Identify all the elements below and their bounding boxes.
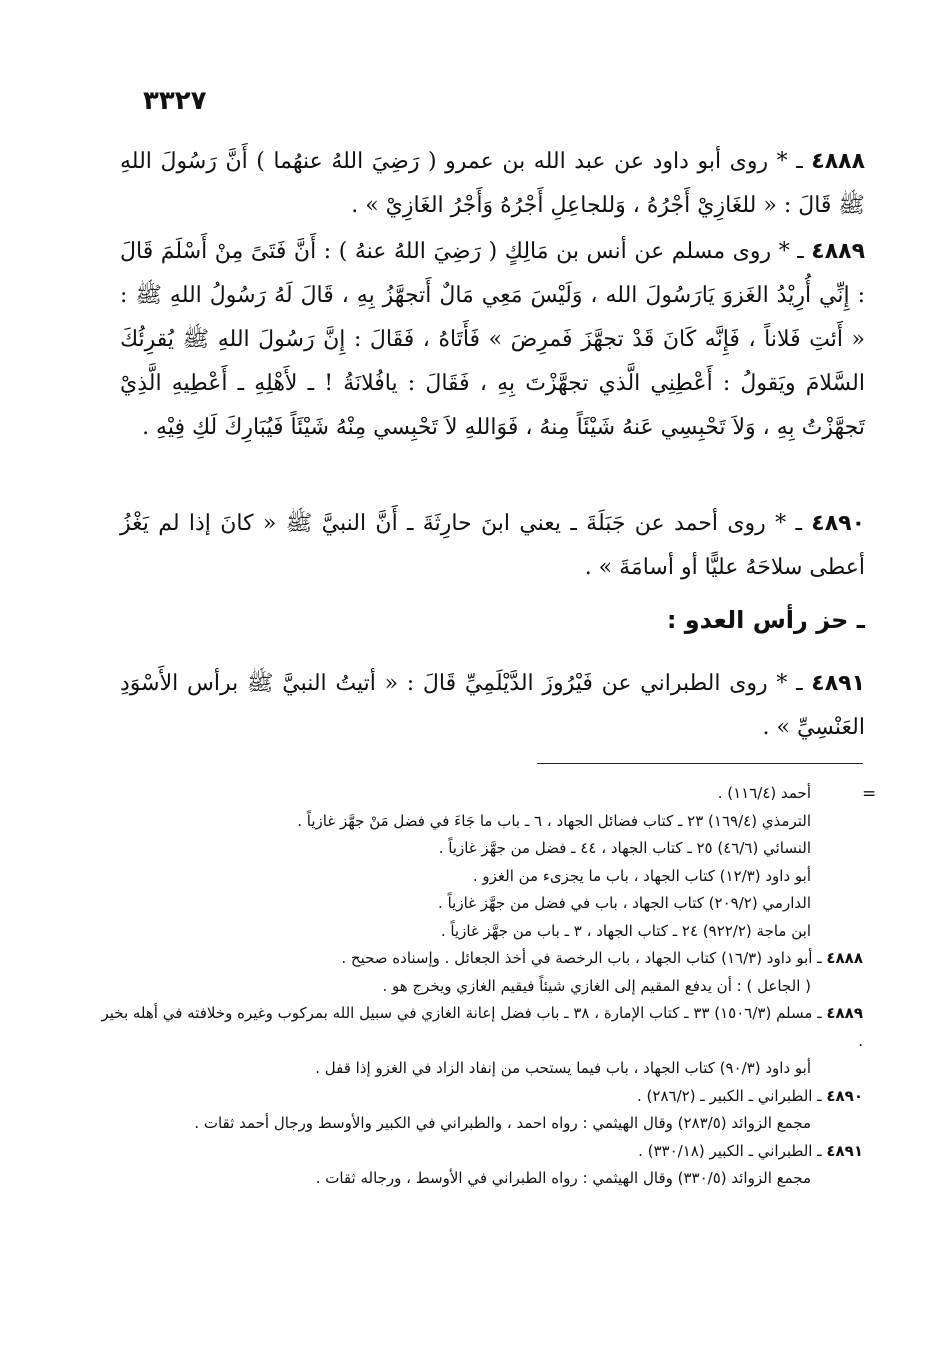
footnote-text: مجمع الزوائد (٣٣٠/٥) وقال الهيثمي : رواه الطبراني في الأوسط ، ورجاله ثقات . (315, 1169, 811, 1187)
hadith-4891 (120, 662, 865, 750)
page-number: ٣٣٢٧ (143, 86, 207, 116)
footnote-text: أحمد (١١٦/٤) . (717, 784, 811, 802)
hadith-4888 (120, 140, 865, 228)
footnote-text: النسائي (٤٦/٦) ٢٥ ـ كتاب الجهاد ، ٤٤ ـ فضل من جهَّز غازياً . (438, 839, 811, 857)
hadith-text: ـ * روى مسلم عن أنس بن مَالِكٍ ( رَضِيَ اللهُ عنهُ ) : أَنَّ فَتَىً مِنْ أَسْلَمَ قَالَ : إِنِّي أُرِيْدُ الغَزوَ يَارَسُولَ الله ، وَلَيْسَ مَعِي مَالٌ أَتجهَّزُ بِهِ ، قَالَ لَهُ رَسُولُ اللهِ ﷺ : « أَئتِ فَلاناً ، فَإِنَّه كَانَ قَدْ تجهَّزَ فَمرِضَ » فَأَتَاهُ ، فَقَالَ : إِنَّ رَسُولَ اللهِ ﷺ يُقرِئُكَ السَّلامَ ويَقولُ : أَعْطِنِي الَّذي تجهَّزْتَ بِهِ ، فَقَالَ : يافُلانَةُ ! ـ لأَهْلِهِ ـ أَعْطِيهِ الَّذِيْ تَجهَّزْتُ بِهِ ، وَلاَ تَحْبِسِي عَنهُ شَيْئَاً مِنهُ ، فَوَاللهِ لاَ تَحْبِسي مِنْهُ شَيْئَاً فَيُبَارِكَ لَكِ فِيْهِ . (120, 239, 865, 440)
footnote-line (100, 1110, 863, 1138)
footnote-line (100, 945, 863, 973)
footnote-line (100, 890, 863, 918)
footnote-line (100, 1083, 863, 1111)
footnote-number: ٤٨٨٩ (826, 1004, 863, 1022)
hadith-text: ـ * روى أبو داود عن عبد الله بن عمرو ( رَضِيَ اللهُ عنهُما ) أَنَّ رَسُولَ اللهِ ﷺ قَالَ : « للغَازِيْ أَجْرُهُ ، وَللجاعِلِ أَجْرُهُ وَأَجْرُ الغَازِيْ » . (120, 149, 865, 218)
hadith-number: ٤٨٩١ (811, 671, 865, 696)
hadith-number: ٤٨٨٨ (811, 149, 865, 174)
hadith-text: ـ * روى الطبراني عن فَيْرُوزَ الدَّيْلَمِيِّ قَالَ : « أتيتُ النبيَّ ﷺ برأس الأَسْوَدِ العَنْسِيِّ » . (120, 671, 865, 740)
hadith-number: ٤٨٩٠ (811, 511, 865, 536)
footnote-line (100, 973, 863, 1001)
continuation-mark: = (862, 784, 877, 804)
footnote-number: ٤٨٩٠ (826, 1086, 863, 1105)
footnote-text: الدارمي (٢٠٩/٢) كتاب الجهاد ، باب في فضل من جهَّز غازياً . (438, 894, 811, 912)
footnote-text: ـ الطبراني ـ الكبير (٣٣٠/١٨) . (638, 1141, 827, 1160)
footnote-text: ـ مسلم (١٥٠٦/٣) ٣٣ ـ كتاب الإمارة ، ٣٨ ـ باب فضل إعانة الغازي في سبيل الله بمركوب وغيره وخلافته في أهله بخير . (101, 1004, 863, 1050)
hadith-4890 (120, 502, 865, 590)
footnote-number: ٤٨٨٨ (826, 949, 863, 967)
footnote-text: ـ أبو داود (١٦/٣) كتاب الجهاد ، باب الرخصة في أخذ الجعائل . وإسناده صحيح . (341, 949, 827, 967)
footnote-line (100, 918, 863, 946)
footnote-line (100, 1165, 863, 1193)
footnote-text: الترمذي (١٦٩/٤) ٢٣ ـ كتاب فضائل الجهاد ، ٦ ـ باب ما جَاءَ في فضل مَنْ جهَّز غازياً . (297, 811, 811, 830)
footnote-text: ابن ماجة (٩٢٢/٢) ٢٤ ـ كتاب الجهاد ، ٣ ـ باب من جهَّز غازياً . (440, 921, 811, 940)
hadith-number: ٤٨٨٩ (811, 239, 865, 264)
footnote-line (100, 863, 863, 891)
footnote-line (100, 808, 863, 836)
footnote-text: أبو داود (١٢/٣) كتاب الجهاد ، باب ما يجزىء من الغزو . (472, 866, 811, 885)
footnote-line (100, 1000, 863, 1055)
footnote-line (100, 780, 863, 808)
footnote-text: مجمع الزوائد (٢٨٣/٥) وقال الهيثمي : رواه احمد ، والطبراني في الكبير والأوسط ورجال أحمد ثقات . (194, 1114, 811, 1132)
footnote-text: ( الجاعل ) : أن يدفع المقيم إلى الغازي شيئاً فيقيم الغازي ويخرج هو . (382, 976, 811, 995)
hadith-4889 (120, 230, 865, 450)
footnote-line (100, 835, 863, 863)
footnote-number: ٤٨٩١ (826, 1141, 863, 1160)
hadith-text: ـ * روى أحمد عن جَبَلَةَ ـ يعني ابنَ حارِثَةَ ـ أَنَّ النبيَّ ﷺ « كانَ إذا لم يَغْزُ أعطى سلاحَهُ عليًّا أو أسامَةَ » . (120, 511, 865, 580)
footnote-line (100, 1055, 863, 1083)
footnote-line (100, 1138, 863, 1166)
footnote-separator (537, 763, 863, 764)
footnote-text: ـ الطبراني ـ الكبير ـ (٢٨٦/٢) . (637, 1086, 827, 1105)
footnotes (100, 780, 863, 1193)
section-heading: ـ حز رأس العدو : (666, 606, 865, 634)
footnote-text: أبو داود (٩٠/٣) كتاب الجهاد ، باب فيما يستحب من إنفاد الزاد في الغزو إذا قفل . (315, 1059, 811, 1077)
